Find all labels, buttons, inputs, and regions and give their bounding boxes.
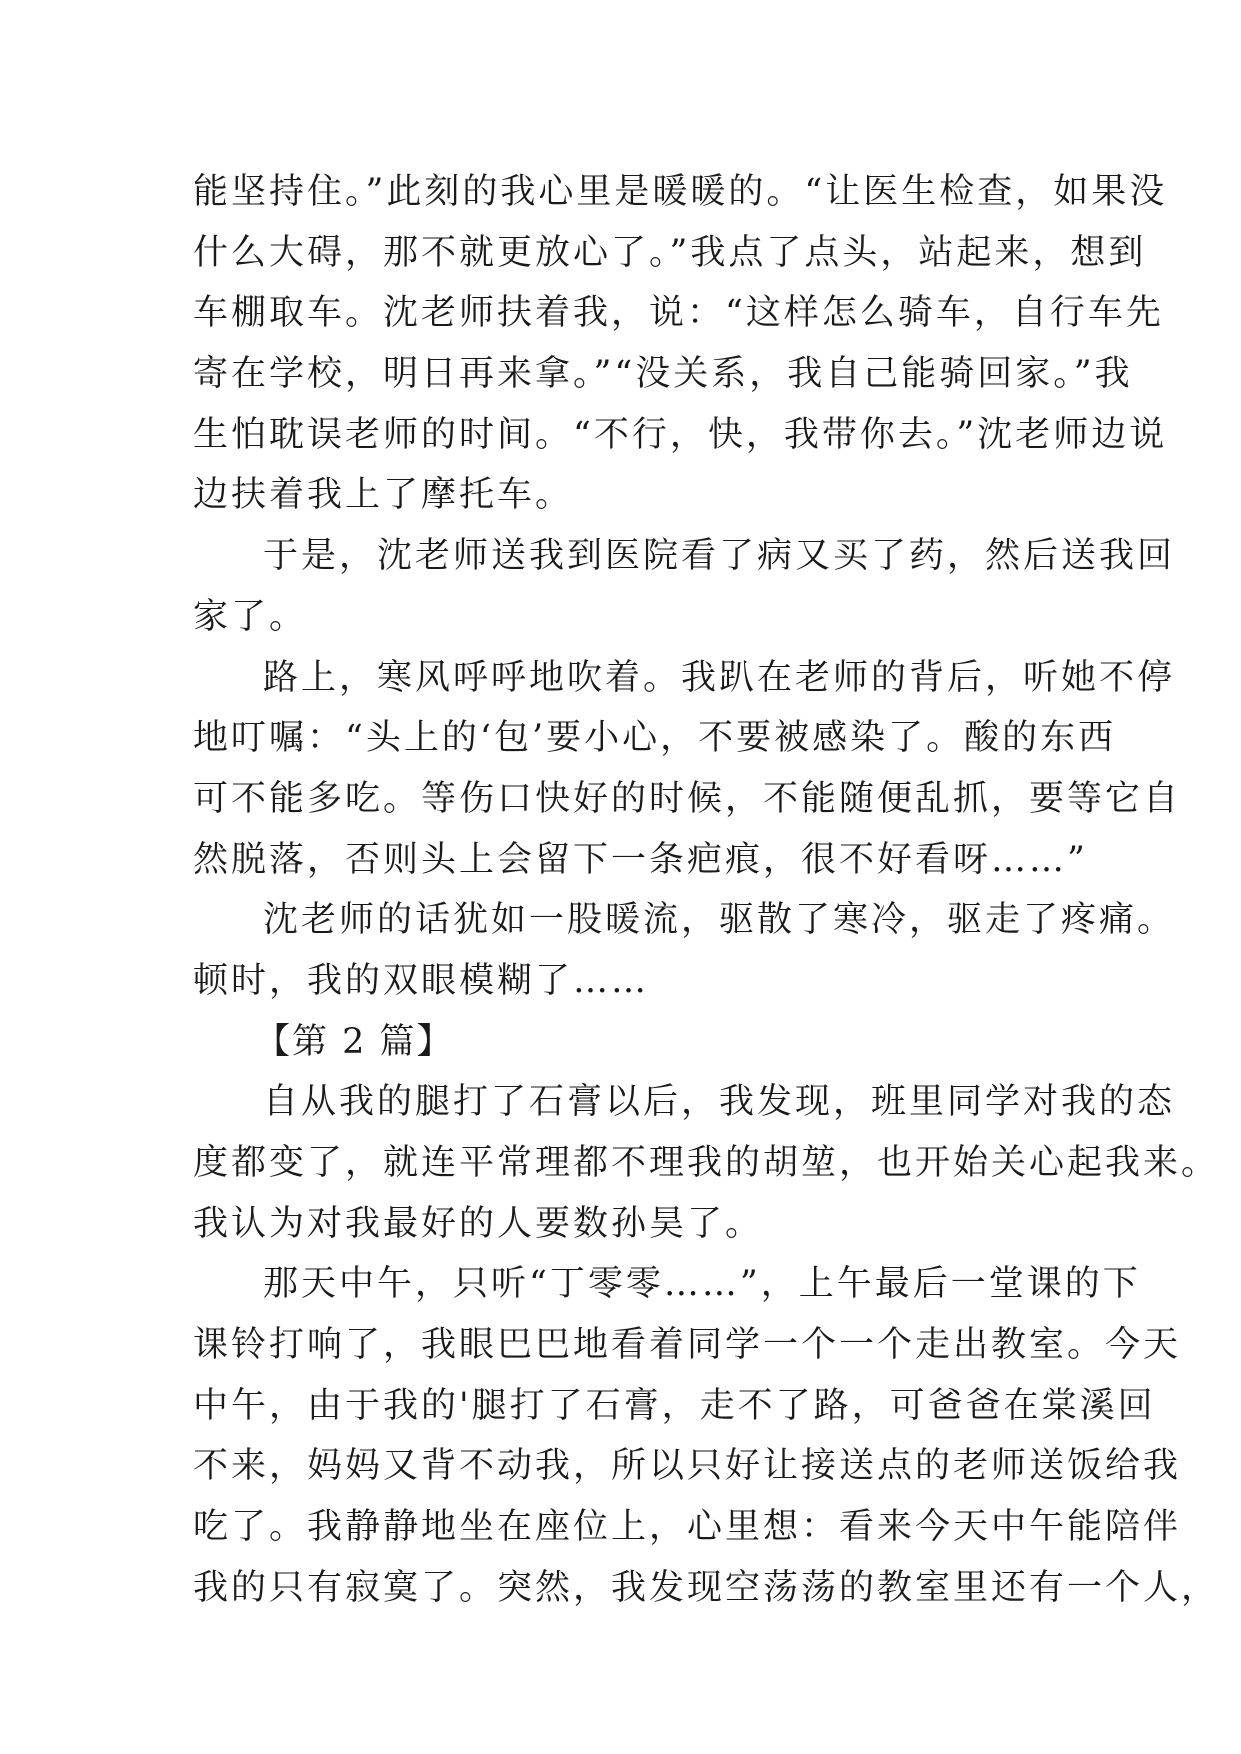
text-line: 家了。 <box>193 596 308 637</box>
text-line: 可不能多吃。等伤口快好的时候，不能随便乱抓，要等它自 <box>193 778 1182 819</box>
text-line: 我的只有寂寞了。突然，我发现空荡荡的教室里还有一个人， <box>193 1567 1220 1608</box>
text-line: 那天中午，只听“丁零零……”，上午最后一堂课的下 <box>263 1264 1141 1305</box>
text-line: 自从我的腿打了石膏以后，我发现，班里同学对我的态 <box>263 1082 1176 1123</box>
text-line: 不来，妈妈又背不动我，所以只好让接送点的老师送饭给我 <box>193 1446 1182 1487</box>
text-line: 于是，沈老师送我到医院看了病又买了药，然后送我回 <box>263 536 1176 577</box>
text-line: 什么大碍，那不就更放心了。”我点了点头，站起来，想到 <box>193 232 1147 273</box>
text-line: 路上，寒风呼呼地吹着。我趴在老师的背后，听她不停 <box>263 657 1176 698</box>
text-line: 我认为对我最好的人要数孙昊了。 <box>193 1203 764 1244</box>
text-line: 然脱落，否则头上会留下一条疤痕，很不好看呀……” <box>193 839 1088 880</box>
text-line: 能坚持住。”此刻的我心里是暖暖的。“让医生检查，如果没 <box>193 172 1168 212</box>
text-line: 地叮嘱：“头上的‘包’要小心，不要被感染了。酸的东西 <box>193 718 1117 759</box>
text-line: 寄在学校，明日再来拿。”“没关系，我自己能骑回家。”我 <box>193 354 1133 395</box>
text-line: 边扶着我上了摩托车。 <box>193 475 574 516</box>
text-line: 度都变了，就连平常理都不理我的胡堃，也开始关心起我来。 <box>193 1143 1220 1183</box>
text-line: 课铃打响了，我眼巴巴地看着同学一个一个走出教室。今天 <box>193 1325 1182 1366</box>
text-line: 中午，由于我的'腿打了石膏，走不了路，可爸爸在棠溪回 <box>193 1385 1156 1426</box>
section-heading: 【第 2 篇】 <box>255 1021 454 1062</box>
text-line: 顿时，我的双眼模糊了…… <box>193 960 650 1001</box>
text-line: 车棚取车。沈老师扶着我，说：“这样怎么骑车，自行车先 <box>193 293 1164 334</box>
body-text <box>193 162 1220 1619</box>
text-line: 生怕耽误老师的时间。“不行，快，我带你去。”沈老师边说 <box>193 414 1168 455</box>
text-line: 沈老师的话犹如一股暖流，驱散了寒冷，驱走了疼痛。 <box>263 900 1176 941</box>
text-line: 吃了。我静静地坐在座位上，心里想：看来今天中午能陪伴 <box>193 1507 1182 1548</box>
